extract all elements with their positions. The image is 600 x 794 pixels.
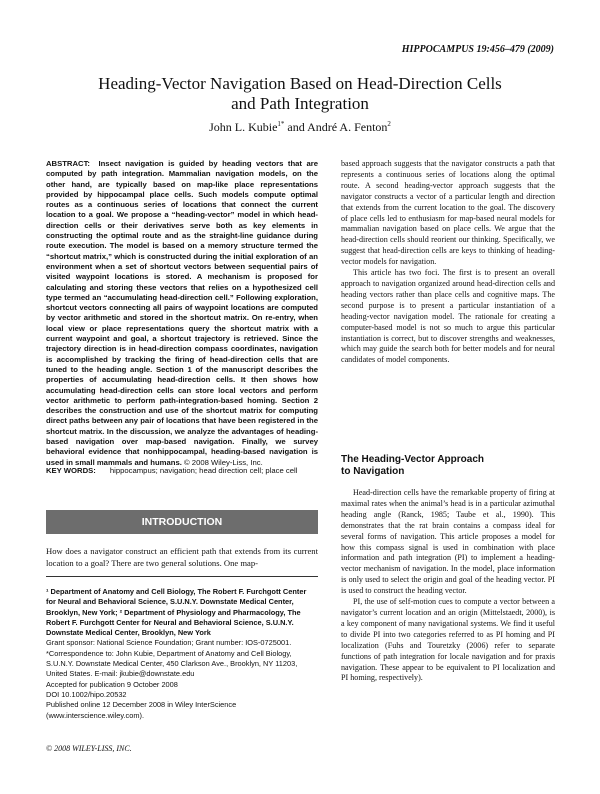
keywords-label: KEY WORDS:: [46, 466, 96, 475]
section-heading: [341, 454, 555, 478]
body-paragraph: PI, the use of self-motion cues to compute a vector between a navigator’s current location and an origin (Mittelstaedt, 2000), is a key component of many navigational systems. We find it useful to divide PI into two categories referred to as PI homing and PI localization (Fuhs and Touretzky (2006) refer to separate functions of path integration for locale navigation and for praxis navigation. These appear to be equivalent to PI localization and PI homing, respectively).: [341, 597, 555, 683]
abstract-copyright: © 2008 Wiley-Liss, Inc.: [184, 457, 263, 467]
grant-footnote: Grant sponsor: National Science Foundation; Grant number: IOS-0725001.: [46, 638, 292, 648]
abstract-text: Insect navigation is guided by heading vectors that are computed by path integration. Mammalian navigation models, on the other hand, are typically based on map-like place representations provided by hippocampal place cells. Such models compute optimal routes as a continuous series of locations that connect the current location to a goal. We propose a “heading-vector” model in which head-direction cells or their derivatives serve both as key elements in constructing the optimal route and as the straight-line guidance during route execution. The model is based on a memory structure termed the “shortcut matrix,” which is constructed during the initial exploration of an environment when a set of shortcut vectors between sequential pairs of visited waypoint locations is stored. A mechanism is proposed for calculating and storing these vectors that relies on a hypothesized cell type termed an “accumulating head-direction cell.” Following exploration, shortcut vectors connecting all pairs of waypoint locations are computed by vector arithmetic and stored in the shortcut matrix. On re-entry, when local view or place representations query the shortcut matrix with a current waypoint and goal, a shortcut trajectory is retrieved. Since the trajectory direction is in head-direction compass coordinates, navigation is accomplished by tracking the firing of head-direction cells that are tuned to the heading angle. Section 1 of the manuscript describes the properties of accumulating head-direction cells. It then shows how accumulating head-direction cells can store local vectors and perform vector arithmetic to perform path-integration-based homing. Section 2 describes the construction and use of the shortcut matrix for computing direct paths between any pair of locations that have been registered in the shortcut matrix. In the discussion, we analyze the advantages of heading-based navigation over map-based navigation. Finally, we survey behavioral evidence that nonhippocampal, heading-based navigation is used in small mammals and humans.: [46, 159, 318, 467]
title-line-1: Heading-Vector Navigation Based on Head-Direction Cells: [98, 74, 502, 93]
accepted-footnote: Accepted for publication 9 October 2008: [46, 679, 178, 689]
abstract: [46, 159, 318, 468]
body-paragraph: This article has two foci. The first is to present an overall approach to navigation organized around head-direction cells and heading vectors rather than place cells and cognitive maps. The second purpose is to present a particular instantiation of a heading-vector navigation model. The rationale for creating a computer-based model is not so much to argue this particular instantiation is correct, but to discover strengths and weaknesses, which may guide the search both for better models and for neural candidates of model components.: [341, 268, 555, 365]
keywords: [46, 466, 318, 475]
page-copyright: © 2008 WILEY-LISS, INC.: [46, 744, 132, 753]
published-footnote: Published online 12 December 2008 in Wiley InterScience (www.interscience.wiley.com).: [46, 700, 237, 720]
right-column-bottom: [341, 488, 555, 684]
section-heading-line-2: to Navigation: [341, 466, 405, 477]
abstract-label: ABSTRACT:: [46, 159, 90, 168]
introduction-text: How does a navigator construct an efficient path that extends from its current location to a goal? There are two general solutions. One map-: [46, 546, 318, 568]
keywords-text: hippocampus; navigation; head direction cell; place cell: [109, 466, 298, 475]
affiliations-footnote: ¹ Department of Anatomy and Cell Biology, The Robert F. Furchgott Center for Neural and Behavioral Science, S.U.N.Y. Downstate Medical Center, Brooklyn, New York; ² Department of Physiology and Pharmacology, The Robert F. Furchgott Center for Neural and Behavioral Science, S.U.N.Y. Downstate Medical Center, Brooklyn, New York: [46, 587, 307, 638]
title-line-2: and Path Integration: [231, 94, 369, 113]
introduction-heading: INTRODUCTION: [46, 510, 318, 534]
author-affiliation-mark: 1*: [277, 120, 285, 128]
doi-footnote: DOI 10.1002/hipo.20532: [46, 689, 127, 699]
paper-title: [46, 74, 554, 114]
journal-citation: HIPPOCAMPUS 19:456–479 (2009): [401, 44, 554, 55]
author-separator: and: [284, 120, 308, 134]
footnotes: [46, 587, 318, 721]
author-name: André A. Fenton: [307, 120, 388, 134]
footnote-divider: [46, 576, 318, 577]
author-affiliation-mark: 2: [387, 120, 391, 128]
body-paragraph: Head-direction cells have the remarkable property of firing at maximal rates when the animal’s head is in a particular azimuthal heading angle (Ranck, 1985; Taube et al., 1990). This demonstrates that the rat brain contains a compass ideal for several forms of navigation. This article proposes a model for how this compass signal is used in combination with place information and path integration (PI) to implement a heading-vector mechanism of navigation. In the model, place information is only used to select the origin and goal of the heading vector. PI is used to construct the heading vector.: [341, 488, 555, 596]
right-column-top: [341, 159, 555, 366]
body-paragraph: based approach suggests that the navigator constructs a path that represents a continuous series of locations along the optimal route. A second heading-vector approach suggests that the navigator constructs a vector of a particular length and direction that extends from the current location to the goal. The discovery of place cells led to enthusiasm for map-based neural models for mammalian navigation based on place cells. We argue that the head-direction cells should reorient our thinking. Specifically, we suggest that head-direction cells are keys to thinking of heading-vector models for navigation.: [341, 159, 555, 267]
correspondence-footnote: *Correspondence to: John Kubie, Department of Anatomy and Cell Biology, S.U.N.Y. Downstate Medical Center, 450 Clarkson Ave., Brooklyn, NY 11203, United States. E-mail: jkubie@downstate.edu: [46, 648, 298, 679]
section-heading-line-1: The Heading-Vector Approach: [341, 454, 484, 465]
author-list: [46, 120, 554, 135]
author-name: John L. Kubie: [209, 120, 278, 134]
